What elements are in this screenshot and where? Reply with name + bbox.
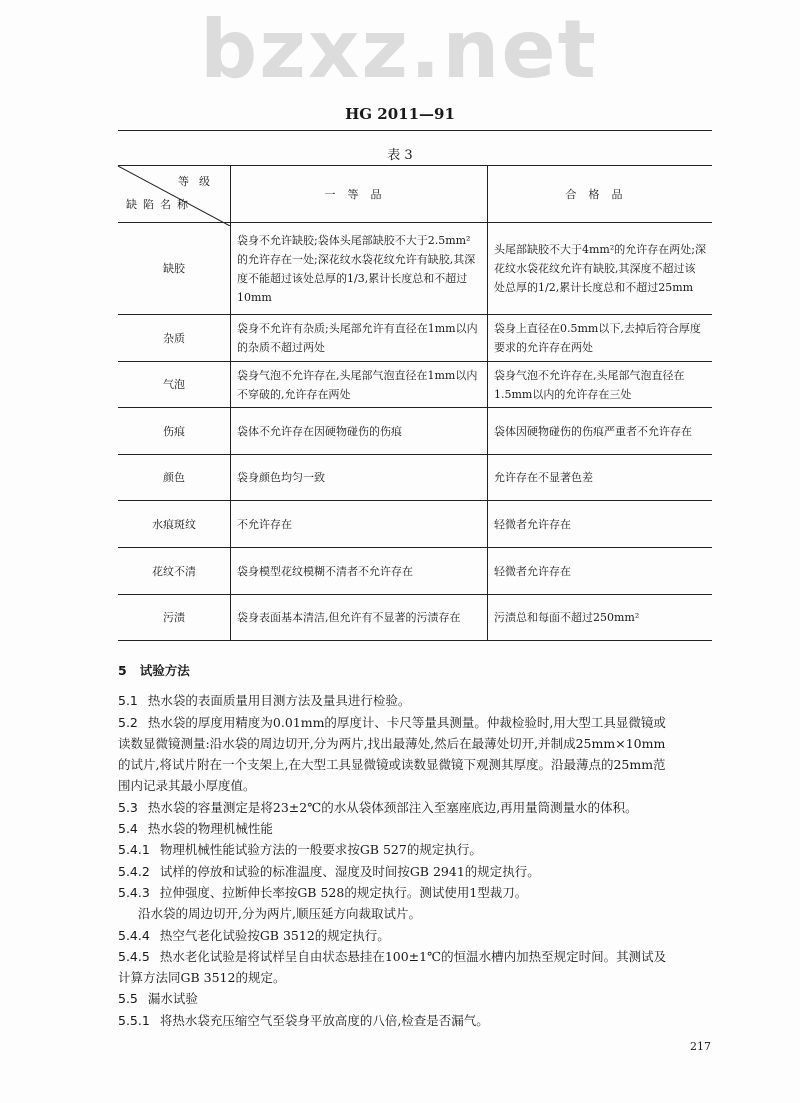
clause-text: 试样的停放和试验的标准温度、湿度及时间按GB 2941的规定执行。 — [159, 863, 540, 879]
text-line — [118, 925, 718, 946]
clause-number: 5.4.2 — [118, 863, 150, 879]
first-grade-requirement: 袋身表面基本清洁,但允许有不显著的污渍存在 — [231, 595, 488, 641]
table-row — [118, 595, 712, 641]
text-line — [118, 818, 718, 839]
text-line — [118, 733, 718, 754]
test-methods-section — [118, 660, 718, 1031]
first-grade-requirement: 袋身不允许有杂质;头尾部允许有直径在1mm以内的杂质不超过两处 — [231, 315, 488, 362]
text-line — [118, 775, 718, 796]
clause-number: 5.4 — [118, 821, 138, 837]
clause-text: 热水袋的厚度用精度为0.01mm的厚度计、卡尺等量具测量。仲裁检验时,用大型工具显微镜或 — [147, 714, 666, 730]
header-rule — [118, 130, 712, 131]
clause-text: 物理机械性能试验方法的一般要求按GB 527的规定执行。 — [159, 842, 482, 858]
section-title: 试验方法 — [139, 663, 190, 678]
defect-name: 花纹不清 — [118, 548, 231, 595]
text-line — [118, 839, 718, 860]
standard-header: HG 2011—91 — [345, 105, 455, 123]
qualified-requirement: 轻微者允许存在 — [488, 548, 713, 595]
text-line — [118, 861, 718, 882]
column-header-first-grade: 一等品 — [231, 166, 488, 223]
clause-text: 将热水袋充压缩空气至袋身平放高度的八倍,检查是否漏气。 — [159, 1012, 489, 1028]
table-row — [118, 223, 712, 315]
defect-table — [118, 165, 712, 641]
text-line — [118, 712, 718, 733]
clause-number: 5.5 — [118, 991, 138, 1007]
clause-number: 5.1 — [118, 693, 138, 709]
table-header-row — [118, 166, 712, 223]
defect-name: 污渍 — [118, 595, 231, 641]
table-row — [118, 362, 712, 408]
corner-defect-label: 缺陷名称 — [126, 198, 194, 211]
qualified-requirement: 袋体因硬物碰伤的伤痕严重者不允许存在 — [488, 408, 713, 455]
defect-name: 气泡 — [118, 362, 231, 408]
text-line — [118, 882, 718, 903]
watermark: bzxz.net — [200, 3, 598, 96]
clause-text: 热空气老化试验按GB 3512的规定执行。 — [159, 927, 390, 943]
text-line — [118, 754, 718, 775]
clause-text: 漏水试验 — [147, 991, 198, 1007]
clause-number: 5.4.3 — [118, 884, 150, 900]
clause-number: 5.4.4 — [118, 927, 150, 943]
text-line — [118, 797, 718, 818]
corner-grade-label: 等级 — [178, 175, 220, 188]
text-line — [118, 946, 718, 967]
page-number: 217 — [690, 1040, 711, 1053]
first-grade-requirement: 袋身气泡不允许存在,头尾部气泡直径在1mm以内不穿破的,允许存在两处 — [231, 362, 488, 408]
first-grade-requirement: 袋身颜色均匀一致 — [231, 455, 488, 501]
clause-text: 热水袋的物理机械性能 — [147, 821, 273, 837]
qualified-requirement: 轻微者允许存在 — [488, 501, 713, 548]
table-row — [118, 455, 712, 501]
section-heading — [118, 660, 718, 681]
first-grade-requirement: 袋身不允许缺胶;袋体头尾部缺胶不大于2.5mm²的允许存在一处;深花纹水袋花纹允许有缺胶,其深度不能超过该处总厚的1/3,累计长度总和不超过10mm — [231, 223, 488, 315]
clause-text: 热水袋的容量测定是将23±2℃的水从袋体颈部注入至塞座底边,再用量筒测量水的体积。 — [147, 799, 638, 815]
clause-text: 围内记录其最小厚度值。 — [118, 778, 256, 794]
clause-text: 拉伸强度、拉断伸长率按GB 528的规定执行。测试使用1型裁刀。 — [159, 884, 528, 900]
text-line — [118, 988, 718, 1009]
table-row — [118, 408, 712, 455]
clause-text: 计算方法同GB 3512的规定。 — [118, 970, 286, 986]
clause-number: 5.2 — [118, 714, 138, 730]
defect-name: 伤痕 — [118, 408, 231, 455]
qualified-requirement: 袋身气泡不允许存在,头尾部气泡直径在1.5mm以内的允许存在三处 — [488, 362, 713, 408]
clause-text: 热水袋的表面质量用目测方法及量具进行检验。 — [147, 693, 411, 709]
table-caption: 表 3 — [387, 148, 413, 163]
defect-name: 水痕斑纹 — [118, 501, 231, 548]
clause-number: 5.3 — [118, 799, 138, 815]
table-row — [118, 501, 712, 548]
text-line — [118, 690, 718, 711]
defect-name: 杂质 — [118, 315, 231, 362]
first-grade-requirement: 不允许存在 — [231, 501, 488, 548]
first-grade-requirement: 袋身模型花纹模糊不清者不允许存在 — [231, 548, 488, 595]
table-row — [118, 548, 712, 595]
clause-text: 沿水袋的周边切开,分为两片,顺压延方向裁取试片。 — [138, 906, 421, 922]
clause-number: 5.4.1 — [118, 842, 150, 858]
first-grade-requirement: 袋体不允许存在因硬物碰伤的伤痕 — [231, 408, 488, 455]
corner-cell — [118, 166, 231, 223]
clause-number: 5.4.5 — [118, 948, 150, 964]
qualified-requirement: 袋身上直径在0.5mm以下,去掉后符合厚度要求的允许存在两处 — [488, 315, 713, 362]
clause-text: 的试片,将试片附在一个支架上,在大型工具显微镜或读数显微镜下观测其厚度。沿最薄点的25mm范 — [118, 757, 666, 773]
qualified-requirement: 允许存在不显著色差 — [488, 455, 713, 501]
defect-name: 缺胶 — [118, 223, 231, 315]
clause-number: 5.5.1 — [118, 1012, 150, 1028]
text-line — [118, 1010, 718, 1031]
text-line — [118, 903, 718, 924]
defect-name: 颜色 — [118, 455, 231, 501]
qualified-requirement: 污渍总和每面不超过250mm² — [488, 595, 713, 641]
clause-text: 读数显微镜测量:沿水袋的周边切开,分为两片,找出最薄处,然后在最薄处切开,并制成25mm×10mm — [118, 735, 666, 751]
column-header-qualified: 合格品 — [488, 166, 713, 223]
qualified-requirement: 头尾部缺胶不大于4mm²的允许存在两处;深花纹水袋花纹允许有缺胶,其深度不超过该处总厚的1/2,累计长度总和不超过25mm — [488, 223, 713, 315]
table-row — [118, 315, 712, 362]
clause-text: 热水老化试验是将试样呈自由状态悬挂在100±1℃的恒温水槽内加热至规定时间。其测试及 — [159, 948, 667, 964]
text-line — [118, 967, 718, 988]
section-number: 5 — [118, 663, 127, 678]
